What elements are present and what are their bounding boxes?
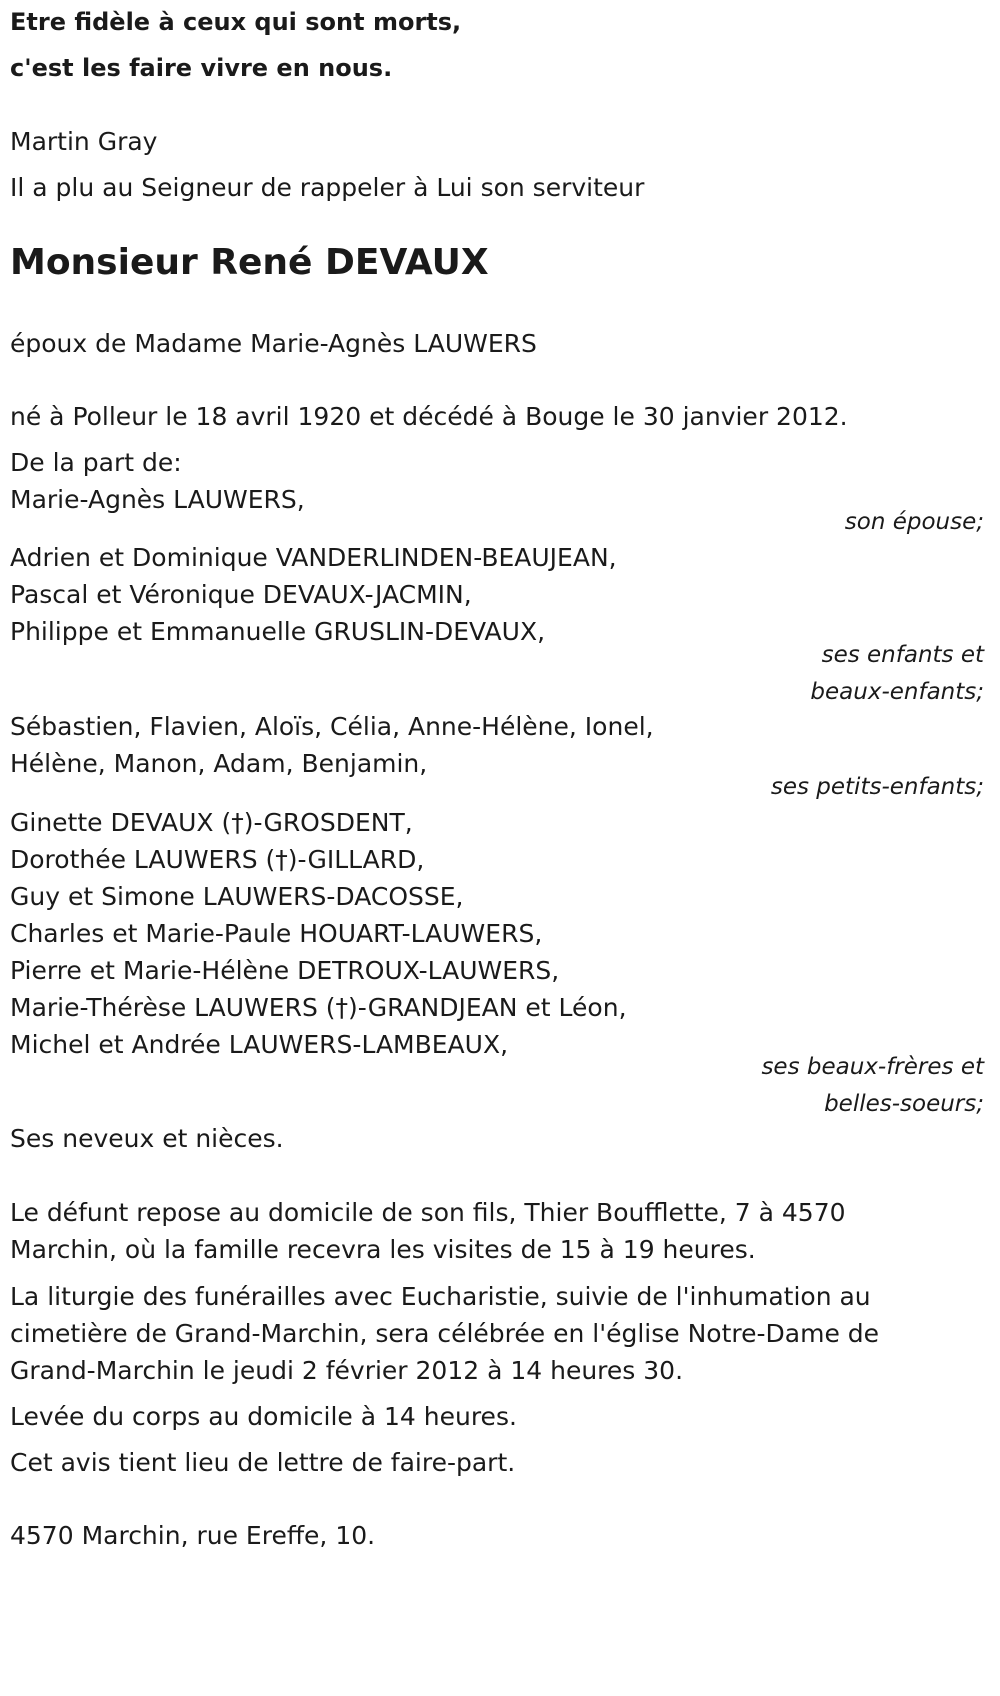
- quote-line-1: Etre fidèle à ceux qui sont morts,: [10, 8, 462, 36]
- quote-author: Martin Gray: [10, 127, 158, 156]
- family-name: Philippe et Emmanuelle GRUSLIN-DEVAUX,: [10, 617, 546, 646]
- deceased-name: Monsieur René DEVAUX: [10, 242, 489, 283]
- family-name: Charles et Marie-Paule HOUART-LAUWERS,: [10, 919, 543, 948]
- liturgy-line: Grand-Marchin le jeudi 2 février 2012 à 14 heures 30.: [10, 1356, 684, 1385]
- relation-label: belles-soeurs;: [824, 1091, 984, 1117]
- family-name: Marie-Thérèse LAUWERS (†)-GRANDJEAN et Léon,: [10, 993, 627, 1022]
- family-name: Adrien et Dominique VANDERLINDEN-BEAUJEAN,: [10, 543, 617, 572]
- dates-line: né à Polleur le 18 avril 1920 et décédé à Bouge le 30 janvier 2012.: [10, 402, 848, 431]
- family-name: Sébastien, Flavien, Aloïs, Célia, Anne-Hélène, Ionel,: [10, 712, 654, 741]
- levee-line: Levée du corps au domicile à 14 heures.: [10, 1402, 517, 1431]
- family-name: Michel et Andrée LAUWERS-LAMBEAUX,: [10, 1030, 509, 1059]
- address-line: 4570 Marchin, rue Ereffe, 10.: [10, 1521, 376, 1550]
- quote-line-2: c'est les faire vivre en nous.: [10, 54, 393, 82]
- notice-line: Cet avis tient lieu de lettre de faire-part.: [10, 1448, 516, 1477]
- family-name: Pierre et Marie-Hélène DETROUX-LAUWERS,: [10, 956, 560, 985]
- relation-label: ses enfants et: [821, 642, 984, 668]
- family-name: Pascal et Véronique DEVAUX-JACMIN,: [10, 580, 472, 609]
- intro-text: Il a plu au Seigneur de rappeler à Lui son serviteur: [10, 173, 645, 202]
- visit-line: Marchin, où la famille recevra les visites de 15 à 19 heures.: [10, 1235, 756, 1264]
- spouse-line: époux de Madame Marie-Agnès LAUWERS: [10, 329, 537, 358]
- relation-label: beaux-enfants;: [810, 679, 984, 705]
- family-name: Ginette DEVAUX (†)-GROSDENT,: [10, 808, 413, 837]
- family-name: Dorothée LAUWERS (†)-GILLARD,: [10, 845, 425, 874]
- family-name: Marie-Agnès LAUWERS,: [10, 485, 305, 514]
- family-name: Hélène, Manon, Adam, Benjamin,: [10, 749, 428, 778]
- visit-line: Le défunt repose au domicile de son fils, Thier Boufflette, 7 à 4570: [10, 1198, 846, 1227]
- family-heading: De la part de:: [10, 448, 182, 477]
- family-name: Guy et Simone LAUWERS-DACOSSE,: [10, 882, 464, 911]
- relation-label: son épouse;: [844, 509, 984, 535]
- relation-label: ses petits-enfants;: [770, 774, 984, 800]
- relation-label: ses beaux-frères et: [761, 1054, 984, 1080]
- liturgy-line: La liturgie des funérailles avec Eucharistie, suivie de l'inhumation au: [10, 1282, 871, 1311]
- liturgy-line: cimetière de Grand-Marchin, sera célébrée en l'église Notre-Dame de: [10, 1319, 880, 1348]
- nephews-line: Ses neveux et nièces.: [10, 1124, 284, 1153]
